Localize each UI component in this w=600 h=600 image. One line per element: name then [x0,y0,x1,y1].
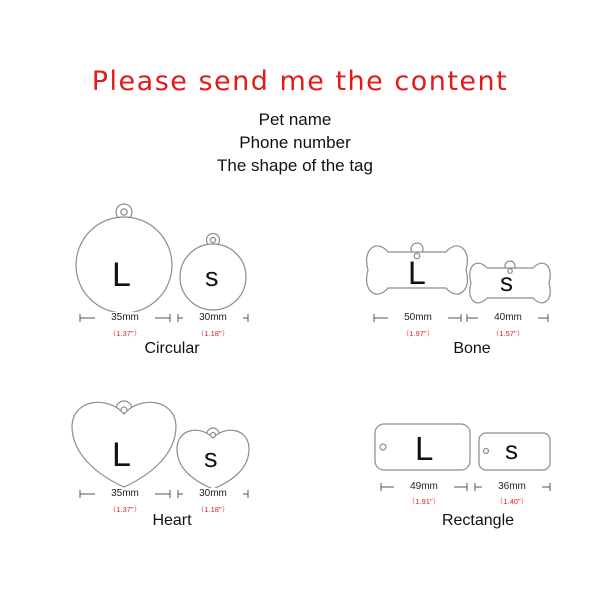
circular-large-size: 35mm [95,312,155,323]
bone-small-letter: s [500,267,513,297]
circular-small-inch: （1.18"） [196,329,230,338]
bone-small-inch: （1.57"） [491,329,525,338]
rectangle-large-letter: L [415,430,434,467]
heart-small-size: 30mm [183,488,243,499]
requirement-tag-shape: The shape of the tag [217,156,373,175]
circular-label: Circular [144,340,200,357]
rectangle-small-size: 36mm [482,481,542,492]
bone-large-letter: L [408,255,426,291]
rectangle-large-inch: （1.91"） [407,497,441,506]
rectangle-large-size: 49mm [394,481,454,492]
circular-small-size: 30mm [183,312,243,323]
bone-label: Bone [453,340,491,357]
rectangle-label: Rectangle [441,512,515,529]
requirement-phone-number: Phone number [239,133,351,152]
heart-small-letter: s [204,443,218,473]
headline: Please send me the content [91,66,509,97]
heart-small-inch: （1.18"） [196,505,230,514]
bone-small-size: 40mm [478,312,538,323]
bone-large-inch: （1.97"） [401,329,435,338]
heart-large-size: 35mm [95,488,155,499]
circular-small-letter: s [205,262,219,292]
rectangle-small-letter: s [505,435,518,465]
heart-large-letter: L [112,436,131,474]
heart-large-inch: （1.37"） [108,505,142,514]
circular-large-letter: L [112,256,131,294]
heart-label: Heart [152,512,192,529]
requirement-pet-name: Pet name [258,110,332,129]
rectangle-small-inch: （1.40"） [495,497,529,506]
bone-large-size: 50mm [388,312,448,323]
circular-large-inch: （1.37"） [108,329,142,338]
